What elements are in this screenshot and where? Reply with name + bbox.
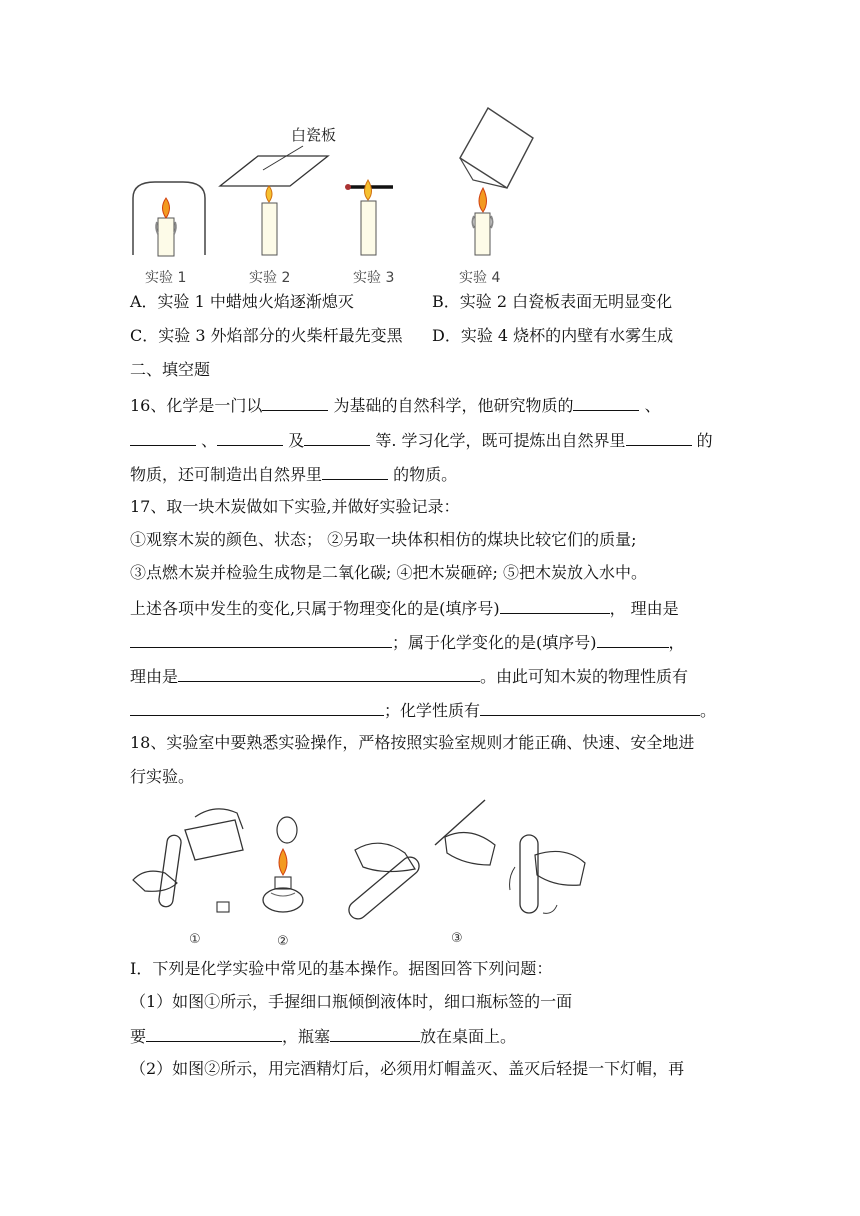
q17-text: 。 (700, 701, 717, 720)
blank[interactable] (262, 394, 328, 411)
q16-text: 的物质。 (393, 465, 458, 484)
q16-text: 的 (696, 431, 713, 450)
blank[interactable] (573, 394, 639, 411)
part1-text: ，瓶塞 (282, 1027, 331, 1046)
part1-text: 要 (130, 1027, 147, 1046)
lab-operations-figure (125, 795, 605, 950)
caption-op3: ③ (451, 931, 463, 946)
q17-line-3: ③点燃木炭并检验生成物是二氧化碳; ④把木炭砸碎; ⑤把木炭放入水中。 (130, 563, 647, 582)
q17-line-6 (130, 665, 688, 687)
q16-line-2 (130, 429, 713, 451)
blank[interactable] (130, 699, 384, 716)
part1-title: Ⅰ．下列是化学实验中常见的基本操作。据图回答下列问题： (130, 959, 553, 978)
part1-q2-line-1: （2）如图②所示，用完酒精灯后，必须用灯帽盖灭、盖灭后轻提一下灯帽，再 (130, 1059, 685, 1078)
q16-text: 为基础的自然科学，他研究物质的 (333, 396, 574, 415)
blank[interactable] (217, 429, 283, 446)
option-a: A．实验 1 中蜡烛火焰逐渐熄灭 (130, 292, 354, 311)
q16-text: 、 (201, 431, 218, 450)
caption-op2: ② (277, 934, 289, 949)
q17-text: 上述各项中发生的变化,只属于物理变化的是(填序号) (130, 599, 500, 618)
q16-line-1 (130, 394, 661, 416)
caption-exp2: 实验 2 (249, 270, 291, 286)
q17-line-4 (130, 597, 679, 619)
q17-line-1: 17、取一块木炭做如下实验,并做好实验记录： (130, 497, 460, 516)
blank[interactable] (304, 429, 370, 446)
q16-line-3 (130, 463, 457, 485)
blank[interactable] (330, 1025, 420, 1042)
q16-text: 等. 学习化学，既可提炼出自然界里 (375, 431, 626, 450)
blank[interactable] (178, 665, 480, 682)
blank[interactable] (130, 631, 392, 648)
q17-text: 理由是 (130, 667, 179, 686)
part1-q1-line-2 (130, 1025, 516, 1047)
q18-line-2: 行实验。 (130, 767, 195, 786)
q16-text: 及 (288, 431, 305, 450)
q17-text: 。由此可知木炭的物理性质有 (480, 667, 689, 686)
q17-line-7 (130, 699, 716, 721)
q18-line-1: 18、实验室中要熟悉实验操作，严格按照实验室规则才能正确、快速、安全地进 (130, 733, 695, 752)
q16-text: 16、化学是一门以 (130, 396, 263, 415)
caption-exp4: 实验 4 (459, 270, 501, 286)
blank[interactable] (597, 631, 669, 648)
q17-text: ， 理由是 (609, 599, 679, 618)
blank[interactable] (130, 429, 196, 446)
section-title: 二、填空题 (130, 360, 211, 379)
option-d: D．实验 4 烧杯的内壁有水雾生成 (432, 326, 674, 345)
plate-label: 白瓷板 (291, 126, 337, 144)
caption-exp1: 实验 1 (145, 270, 187, 286)
q17-text: ；化学性质有 (384, 701, 481, 720)
blank[interactable] (480, 699, 700, 716)
q17-text: ， (668, 633, 685, 652)
candle-experiments-figure (125, 100, 545, 290)
q16-text: 物质，还可制造出自然界里 (130, 465, 323, 484)
q17-text: ；属于化学变化的是(填序号) (392, 633, 597, 652)
blank[interactable] (146, 1025, 282, 1042)
blank[interactable] (500, 597, 610, 614)
caption-exp3: 实验 3 (353, 270, 395, 286)
q17-line-2: ①观察木炭的颜色、状态； ②另取一块体积相仿的煤块比较它们的质量; (130, 530, 637, 549)
blank[interactable] (322, 463, 388, 480)
blank[interactable] (626, 429, 692, 446)
option-c: C．实验 3 外焰部分的火柴杆最先变黑 (130, 326, 403, 345)
option-b: B．实验 2 白瓷板表面无明显变化 (432, 292, 673, 311)
part1-q1-line-1: （1）如图①所示，手握细口瓶倾倒液体时，细口瓶标签的一面 (130, 992, 573, 1011)
caption-op1: ① (189, 932, 201, 947)
q16-text: 、 (644, 396, 661, 415)
q17-line-5 (130, 631, 685, 653)
part1-text: 放在桌面上。 (420, 1027, 517, 1046)
